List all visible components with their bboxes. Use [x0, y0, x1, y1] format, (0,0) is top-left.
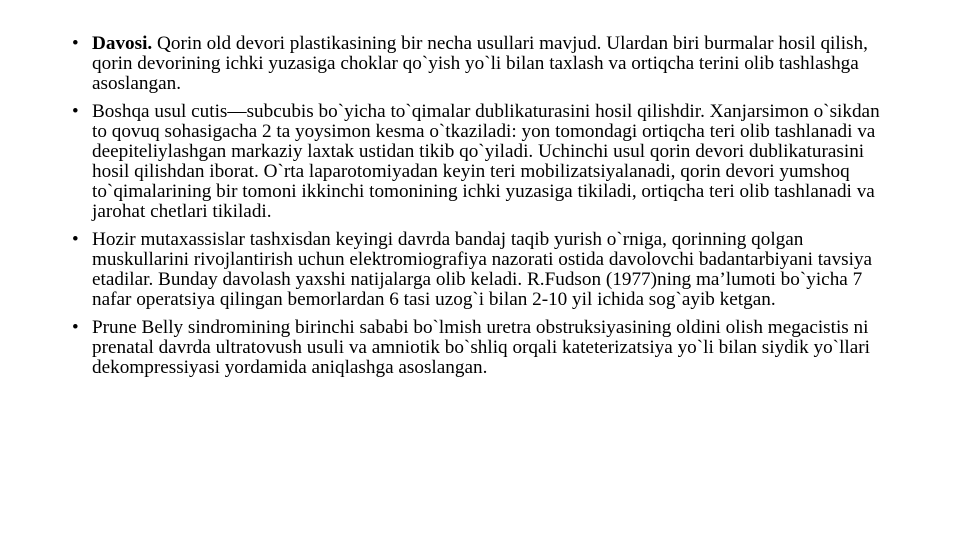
bullet-icon: • [72, 101, 79, 122]
paragraph-text: Hozir mutaxassislar tashxisdan keyingi davrda bandaj taqib yurish o`rniga, qorinning qolgan muskullarini rivojlantirish uchun elektromiografiya nazorati ostida davolovchi badantarbiyani tavsiya etadilar. Bunday davolash yaxshi natijalarga olib keladi. R.Fudson (1977)ning ma’lumoti bo`yicha 7 nafar operatsiya qilingan bemorlardan 6 tasi uzog`i bilan 2-10 yil ichida sog`ayib ketgan. [92, 229, 873, 310]
bullet-icon: • [72, 229, 79, 250]
bullet-item-1 [72, 34, 892, 94]
paragraph-text: Prune Belly sindromining birinchi sababi bo`lmish uretra obstruksiyasining oldini olish megacistis ni prenatal davrda ultratovush usuli va amniotik bo`shliq orqali kateterizatsiya yo`li bilan siydik yo`llari dekompressiyasi yordamida aniqlashga asoslangan. [92, 317, 870, 378]
paragraph-text: Boshqa usul cutis—subcubis bo`yicha to`qimalar dublikaturasini hosil qilishdir. Xanjarsimon o`sikdan to qovuq sohasigacha 2 ta yoysimon kesma o`tkaziladi: yon tomondagi ortiqcha teri olib tashlanadi va deepiteliylashgan markaziy laxtak ustidan tikib qo`yiladi. Uchinchi usul qorin devori dublikaturasini hosil qilishdan iborat. O`rta laparotomiyadan keyin teri mobilizatsiyalanadi, qorin devori yumshoq to`qimalarining bir tomoni ikkinchi tomonining ichki yuzasiga tikiladi, ortiqcha teri olib tashlanadi va jarohat chetlari tikiladi. [92, 101, 880, 222]
bullet-item-3 [72, 230, 892, 310]
paragraph-lead: Davosi. [92, 33, 153, 54]
bullet-item-4 [72, 318, 892, 378]
bullet-icon: • [72, 33, 79, 54]
bullet-item-2 [72, 102, 892, 222]
bullet-icon: • [72, 317, 79, 338]
bullet-list [72, 34, 892, 386]
paragraph-text: Qorin old devori plastikasining bir necha usullari mavjud. Ulardan biri burmalar hosil qilish, qorin devorining ichki yuzasiga choklar qo`yish yo`li bilan taxlash va ortiqcha terini olib tashlashga asoslangan. [92, 33, 868, 94]
